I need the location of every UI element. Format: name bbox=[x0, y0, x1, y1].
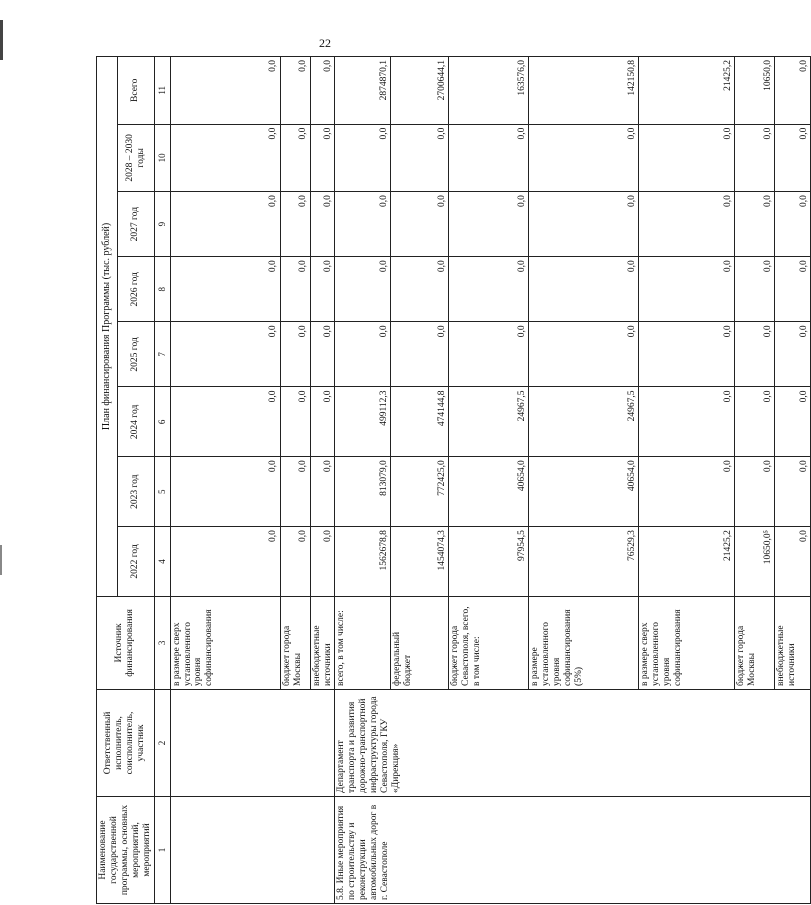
index-cell: 2 bbox=[154, 689, 170, 796]
value-cell: 0,0 bbox=[310, 257, 335, 322]
value-cell: 0,0 bbox=[391, 124, 449, 191]
value-cell: 1454074,3 bbox=[391, 527, 449, 597]
value-cell: 0,0 bbox=[170, 192, 280, 257]
value-cell: 0,0 bbox=[335, 192, 391, 257]
value-cell: 2700644,1 bbox=[391, 57, 449, 125]
value-cell: 0,0 bbox=[735, 257, 775, 322]
value-cell: 813079,0 bbox=[335, 457, 391, 527]
value-cell: 0,0 bbox=[310, 387, 335, 457]
value-cell: 0,0 bbox=[391, 192, 449, 257]
value-cell: 0,0 bbox=[735, 192, 775, 257]
value-cell: 1562678,8 bbox=[335, 527, 391, 597]
header-year: 2027 год bbox=[118, 192, 154, 257]
value-cell: 0,0 bbox=[170, 322, 280, 387]
value-cell: 142150,8 bbox=[529, 57, 639, 125]
header-year: 2026 год bbox=[118, 257, 154, 322]
header-executor: Ответственный исполнитель, соисполнитель, участник bbox=[97, 689, 155, 796]
header-year: 2023 год bbox=[118, 457, 154, 527]
source-cell: в размере установленного уровня софинансирования (5%) bbox=[529, 596, 639, 689]
value-cell: 0,0 bbox=[170, 457, 280, 527]
value-cell: 24967,5 bbox=[449, 387, 529, 457]
value-cell: 0,0 bbox=[775, 124, 811, 191]
header-source: Источник финансирования bbox=[97, 596, 155, 689]
value-cell: 0,0 bbox=[310, 322, 335, 387]
source-cell: внебюджетные источники bbox=[310, 596, 335, 689]
source-cell: бюджет города Москвы bbox=[735, 596, 775, 689]
value-cell: 21425,2 bbox=[639, 527, 735, 597]
header-year: 2024 год bbox=[118, 387, 154, 457]
value-cell: 0,0 bbox=[280, 387, 310, 457]
value-cell: 0,0 bbox=[639, 457, 735, 527]
index-cell: 9 bbox=[154, 192, 170, 257]
value-cell: 10650,0 bbox=[735, 57, 775, 125]
measure-name-cell: 5.8. Иные мероприятия по строительству и реконструкции автомобильных дорог в г. Севастополе bbox=[335, 796, 811, 903]
value-cell: 10650,0⁵ bbox=[735, 527, 775, 597]
value-cell: 0,0 bbox=[310, 457, 335, 527]
value-cell: 772425,0 bbox=[391, 457, 449, 527]
value-cell: 0,0 bbox=[335, 322, 391, 387]
value-cell: 0,0 bbox=[449, 192, 529, 257]
finance-plan-table bbox=[96, 56, 811, 904]
value-cell: 0,0 bbox=[775, 457, 811, 527]
scan-edge-mark bbox=[0, 545, 2, 575]
value-cell: 0,0 bbox=[280, 257, 310, 322]
value-cell: 0,0 bbox=[529, 257, 639, 322]
source-cell: федеральный бюджет bbox=[391, 596, 449, 689]
value-cell: 0,0 bbox=[639, 124, 735, 191]
value-cell: 0,0 bbox=[170, 387, 280, 457]
value-cell: 0,0 bbox=[775, 322, 811, 387]
value-cell: 0,0 bbox=[280, 322, 310, 387]
value-cell: 0,0 bbox=[735, 124, 775, 191]
finance-table-wrapper bbox=[96, 56, 809, 904]
value-cell: 0,0 bbox=[310, 192, 335, 257]
value-cell: 0,0 bbox=[310, 124, 335, 191]
value-cell: 0,0 bbox=[735, 457, 775, 527]
value-cell: 0,0 bbox=[280, 57, 310, 125]
value-cell: 0,0 bbox=[775, 257, 811, 322]
source-cell: в размере сверх установленного уровня софинансирования bbox=[639, 596, 735, 689]
value-cell: 0,0 bbox=[170, 257, 280, 322]
value-cell: 0,0 bbox=[170, 527, 280, 597]
source-cell: бюджет города Москвы bbox=[280, 596, 310, 689]
index-cell: 7 bbox=[154, 322, 170, 387]
value-cell: 0,0 bbox=[280, 124, 310, 191]
rotated-table-container bbox=[96, 56, 809, 904]
source-cell: в размере сверх установленного уровня софинансирования bbox=[170, 596, 280, 689]
index-cell: 4 bbox=[154, 527, 170, 597]
table-row bbox=[335, 57, 391, 904]
index-cell: 5 bbox=[154, 457, 170, 527]
header-program-name: Наименование государственной программы, основных мероприятий, мероприятий bbox=[97, 796, 155, 903]
header-year: 2022 год bbox=[118, 527, 154, 597]
value-cell: 0,0 bbox=[449, 124, 529, 191]
value-cell: 0,0 bbox=[280, 457, 310, 527]
value-cell: 0,0 bbox=[735, 387, 775, 457]
index-cell: 6 bbox=[154, 387, 170, 457]
value-cell: 0,0 bbox=[449, 322, 529, 387]
value-cell: 0,0 bbox=[170, 124, 280, 191]
measure-executor-cell: Департамент транспорта и развития дорожно-транспортной инфраструктуры города Севастополя, ГКУ «Дирекция» bbox=[335, 689, 811, 796]
value-cell: 0,0 bbox=[775, 387, 811, 457]
value-cell: 0,0 bbox=[529, 322, 639, 387]
source-cell: бюджет города Севастополя, всего, в том числе: bbox=[449, 596, 529, 689]
index-cell: 10 bbox=[154, 124, 170, 191]
value-cell: 0,0 bbox=[391, 322, 449, 387]
header-financing-plan: План финансирования Программы (тыс. рублей) bbox=[97, 57, 118, 597]
value-cell: 0,0 bbox=[639, 322, 735, 387]
table-row bbox=[170, 57, 280, 904]
value-cell: 0,0 bbox=[775, 57, 811, 125]
program-name-cell bbox=[170, 796, 335, 903]
value-cell: 24967,5 bbox=[529, 387, 639, 457]
index-cell: 1 bbox=[154, 796, 170, 903]
value-cell: 0,0 bbox=[639, 257, 735, 322]
executor-cell bbox=[170, 689, 335, 796]
value-cell: 0,0 bbox=[639, 192, 735, 257]
value-cell: 0,0 bbox=[529, 192, 639, 257]
value-cell: 0,0 bbox=[280, 527, 310, 597]
source-cell: внебюджетные источники bbox=[775, 596, 811, 689]
value-cell: 163576,0 bbox=[449, 57, 529, 125]
value-cell: 474144,8 bbox=[391, 387, 449, 457]
value-cell: 0,0 bbox=[775, 527, 811, 597]
source-cell: всего, в том числе: bbox=[335, 596, 391, 689]
header-total: Всего bbox=[118, 57, 154, 125]
value-cell: 0,0 bbox=[529, 124, 639, 191]
header-year: 2028 – 2030 годы bbox=[118, 124, 154, 191]
value-cell: 76529,3 bbox=[529, 527, 639, 597]
header-year: 2025 год bbox=[118, 322, 154, 387]
scan-edge-mark bbox=[0, 20, 3, 60]
page-number: 22 bbox=[319, 36, 331, 50]
index-cell: 3 bbox=[154, 596, 170, 689]
index-cell: 8 bbox=[154, 257, 170, 322]
value-cell: 0,0 bbox=[170, 57, 280, 125]
value-cell: 0,0 bbox=[449, 257, 529, 322]
table-header-row bbox=[97, 57, 118, 904]
value-cell: 0,0 bbox=[335, 257, 391, 322]
value-cell: 0,0 bbox=[639, 387, 735, 457]
value-cell: 0,0 bbox=[310, 57, 335, 125]
value-cell: 0,0 bbox=[775, 192, 811, 257]
index-row bbox=[154, 57, 170, 904]
value-cell: 21425,2 bbox=[639, 57, 735, 125]
value-cell: 40654,0 bbox=[529, 457, 639, 527]
value-cell: 0,0 bbox=[391, 257, 449, 322]
value-cell: 40654,0 bbox=[449, 457, 529, 527]
value-cell: 0,0 bbox=[335, 124, 391, 191]
value-cell: 2874870,1 bbox=[335, 57, 391, 125]
value-cell: 0,0 bbox=[735, 322, 775, 387]
value-cell: 97954,5 bbox=[449, 527, 529, 597]
value-cell: 0,0 bbox=[310, 527, 335, 597]
value-cell: 0,0 bbox=[280, 192, 310, 257]
index-cell: 11 bbox=[154, 57, 170, 125]
value-cell: 499112,3 bbox=[335, 387, 391, 457]
